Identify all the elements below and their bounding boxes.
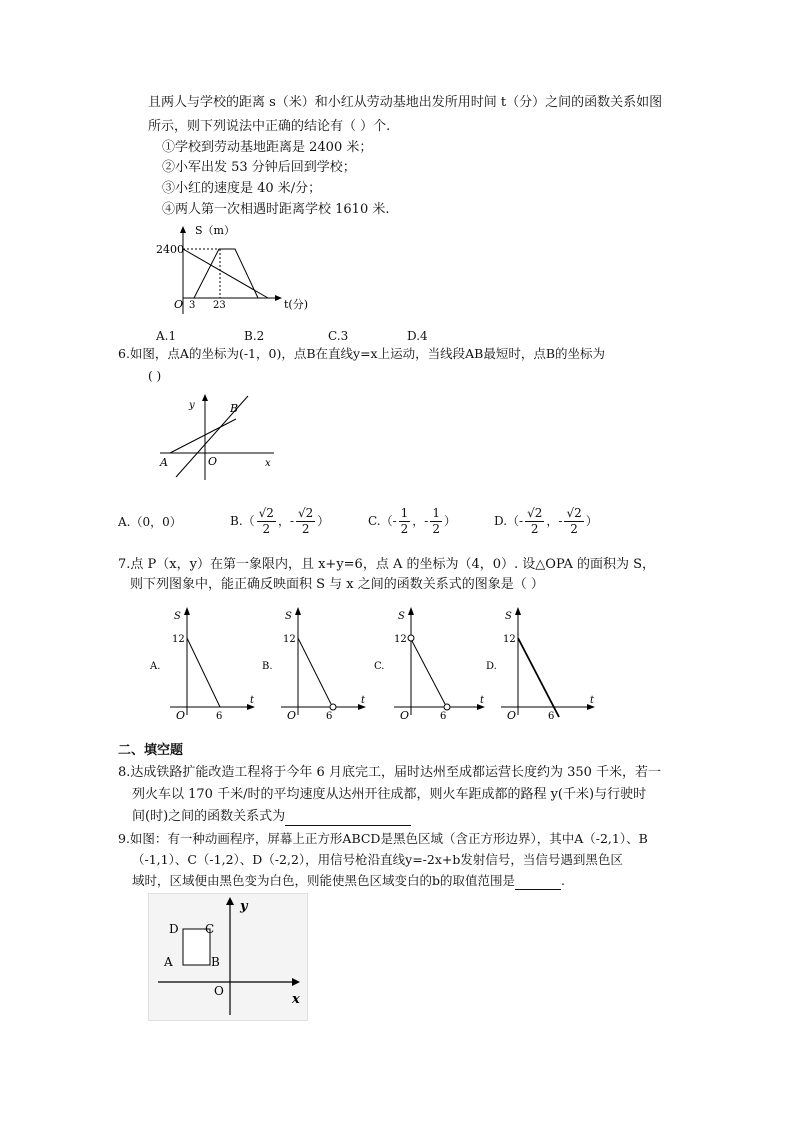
section-fill-in-title: 二、填空题 xyxy=(118,743,184,758)
q6-option-d-frac1: $\frac{√2}{2}$ xyxy=(527,505,543,536)
q6-point-a: A xyxy=(160,456,168,469)
q5-ytick: 2400 xyxy=(156,243,184,256)
q9-origin: O xyxy=(214,984,224,998)
q7-graph-d-o: O xyxy=(507,709,517,722)
q6-option-c xyxy=(368,500,456,542)
q7-graph-a-6: 6 xyxy=(216,711,223,722)
q6-line2: ( ) xyxy=(148,369,162,383)
q8-answer-blank[interactable] xyxy=(285,811,411,826)
q7-graph-a-t: t xyxy=(250,695,255,706)
q7-graph-a-label: A. xyxy=(150,661,161,672)
q7-graph-c-label: C. xyxy=(374,661,385,672)
q5-option-a: A.1 xyxy=(156,329,177,343)
q7-graph-c xyxy=(372,603,490,723)
q5-ylabel: S（m） xyxy=(195,224,235,237)
q7-graph-b-s: S xyxy=(285,611,292,622)
q5-option-d: D.4 xyxy=(407,329,428,343)
q7-graph-b xyxy=(260,603,372,723)
q7-graph-c-t: t xyxy=(480,695,485,706)
q5-origin: O xyxy=(174,298,184,311)
q5-line2: 所示，则下列说法中正确的结论有（ ）个. xyxy=(148,119,391,134)
q7-graph-b-6: 6 xyxy=(326,711,333,722)
q7-graph-a-o: O xyxy=(176,709,186,722)
q6-graph xyxy=(150,392,280,484)
q6-option-b-frac1: $\frac{√2}{2}$ xyxy=(258,505,274,536)
q5-line1: 且两人与学校的距离 s（米）和小红从劳动基地出发所用时间 t（分）之间的函数关系如图 xyxy=(148,95,663,110)
q5-item-2: ②小军出发 53 分钟后回到学校； xyxy=(162,160,356,175)
q6-option-c-end: ） xyxy=(443,514,456,528)
q8-line3 xyxy=(132,808,411,826)
q6-origin: O xyxy=(208,455,218,468)
q6-option-c-n1: 1 xyxy=(400,505,409,520)
q9-graph xyxy=(148,893,308,1021)
q6-y-label: y xyxy=(189,400,195,411)
q7-graph-a xyxy=(148,603,260,723)
q5-item-1: ①学校到劳动基地距离是 2400 米； xyxy=(162,140,373,155)
q6-option-b-n1: 2 xyxy=(266,505,274,520)
q6-option-d-n2: 2 xyxy=(574,505,582,520)
q6-option-a: A.（0，0） xyxy=(118,515,182,529)
q6-option-c-sep: ，- xyxy=(412,514,429,528)
q6-option-b xyxy=(230,500,329,542)
q9-answer-blank[interactable] xyxy=(515,875,561,890)
q6-option-d-n1: 2 xyxy=(534,505,543,520)
q9-point-a: A xyxy=(164,955,173,969)
q7-graph-d-t: t xyxy=(590,695,595,706)
q6-option-c-d1: 2 xyxy=(400,521,409,536)
q9-y-label: y xyxy=(240,899,248,914)
q9-point-b: B xyxy=(211,955,220,969)
q9-line3 xyxy=(132,872,565,890)
q6-option-b-end: ） xyxy=(317,514,330,528)
q7-graph-d-12: 12 xyxy=(503,634,516,645)
q6-x-label: x xyxy=(265,458,271,469)
q5-item-4: ④两人第一次相遇时距离学校 1610 米. xyxy=(162,202,390,217)
q6-option-b-sep: ，- xyxy=(277,514,294,528)
q7-graph-c-o: O xyxy=(400,709,410,722)
q9-line2: （-1,1）、C（-1,2）、D（-2,2），用信号枪沿直线y=-2x+b发射信号，当信号遇到黑色区 xyxy=(132,852,623,867)
q7-graph-d-label: D. xyxy=(486,661,497,672)
q7-graph-d xyxy=(484,603,602,723)
q5-option-c: C.3 xyxy=(328,329,349,343)
q5-xlabel: t(分) xyxy=(284,298,309,311)
q6-option-d-d1: 2 xyxy=(530,521,539,536)
q8-line3-text: 间(时)之间的函数关系式为 xyxy=(132,809,286,824)
q6-option-c-label: C.（- xyxy=(368,514,397,528)
q9-line3-end: . xyxy=(561,873,565,888)
q5-graph xyxy=(150,222,325,322)
q6-option-b-n2: 2 xyxy=(305,505,314,520)
q5-option-b: B.2 xyxy=(244,329,265,343)
q7-graph-b-12: 12 xyxy=(283,634,296,645)
q9-point-d: D xyxy=(169,922,179,936)
q7-graph-b-t: t xyxy=(361,695,366,706)
q6-option-b-d1: 2 xyxy=(262,521,271,536)
q7-line1: 7.点 P（x，y）在第一象限内，且 x+y=6，点 A 的坐标为（4，0）. 设△OPA 的面积为 S， xyxy=(118,557,656,572)
q6-option-d xyxy=(494,500,598,542)
q6-point-b: B xyxy=(230,402,239,415)
q7-line2: 则下列图象中，能正确反映面积 S 与 x 之间的函数关系式的图象是（ ） xyxy=(130,577,544,592)
q7-graph-b-o: O xyxy=(287,709,297,722)
q8-line1: 8.达成铁路扩能改造工程将于今年 6 月底完工，届时达州至成都运营长度约为 350 千米，若一 xyxy=(118,765,662,780)
q9-line3-text: 域时，区域便由黑色变为白色，则能使黑色区域变白的b的取值范围是 xyxy=(132,873,516,888)
q7-graph-b-label: B. xyxy=(262,661,273,672)
q6-option-d-label: D.（- xyxy=(494,514,524,528)
q6-option-c-frac1 xyxy=(399,506,411,537)
q6-option-b-label: B.（ xyxy=(230,514,255,528)
q6-option-c-n2: 1 xyxy=(432,505,440,520)
q6-option-c-d2: 2 xyxy=(432,521,440,536)
q7-graph-c-s: S xyxy=(398,611,405,622)
q9-line1: 9.如图：有一种动画程序，屏幕上正方形ABCD是黑色区域（含正方形边界），其中A（-2,1）、B xyxy=(118,831,648,846)
q7-graph-c-12: 12 xyxy=(394,634,407,645)
q5-xtick2: 23 xyxy=(213,300,226,311)
q7-graph-c-6: 6 xyxy=(440,711,447,722)
q6-option-d-frac2: $\frac{√2}{2}$ xyxy=(566,505,582,536)
q7-graph-d-6: 6 xyxy=(548,711,555,722)
q7-graph-a-12: 12 xyxy=(172,634,185,645)
q6-option-d-d2: 2 xyxy=(570,521,578,536)
q5-item-3: ③小红的速度是 40 米/分； xyxy=(162,181,322,196)
q8-line2: 列火车以 170 千米/时的平均速度从达州开往成都，则火车距成都的路程 y(千米)与行驶时 xyxy=(132,787,647,802)
q5-xtick1: 3 xyxy=(189,300,196,311)
q6-option-d-sep: ，- xyxy=(546,514,563,528)
q9-x-label: x xyxy=(292,992,300,1007)
q6-line1: 6.如图，点A的坐标为(-1，0)，点B在直线y=x上运动，当线段AB最短时，点B的坐标为 xyxy=(118,346,606,361)
q6-option-c-frac2 xyxy=(430,506,442,537)
q6-option-b-d2: 2 xyxy=(301,521,310,536)
q7-graph-a-s: S xyxy=(174,611,181,622)
q9-point-c: C xyxy=(205,922,215,936)
q6-option-d-end: ） xyxy=(585,514,598,528)
q6-option-b-frac2: $\frac{√2}{2}$ xyxy=(298,505,314,536)
q7-graph-d-s: S xyxy=(505,611,512,622)
